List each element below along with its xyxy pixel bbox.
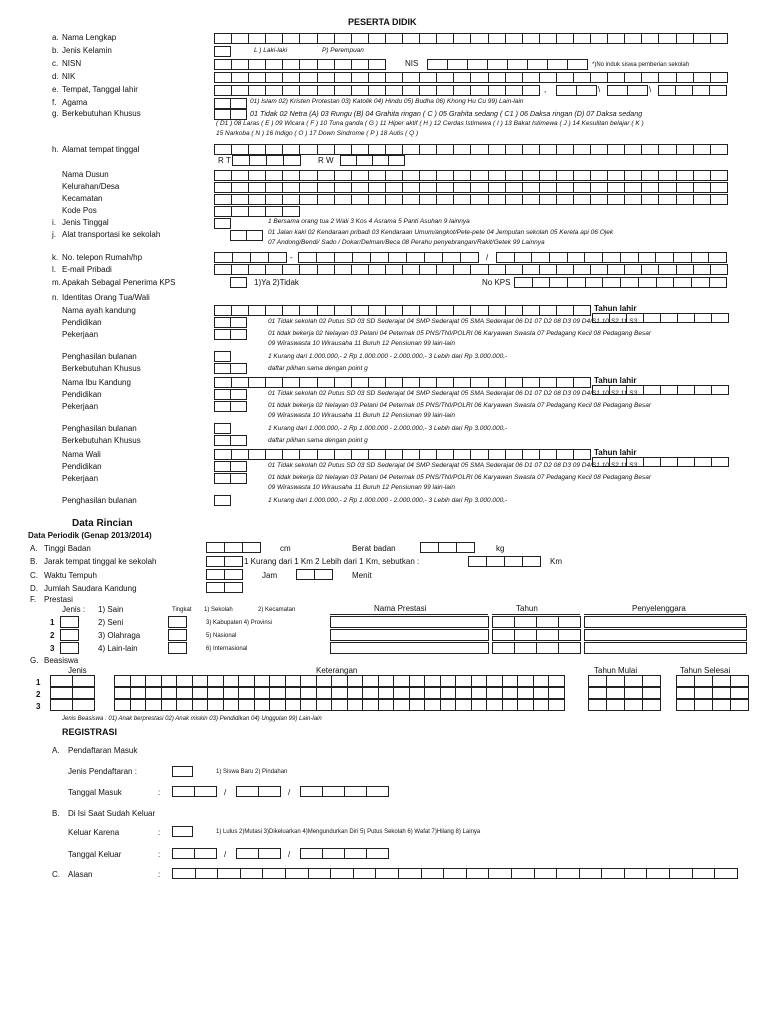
tingkat-option: 2) Kecamatan <box>258 607 296 613</box>
jenis-prestasi-input[interactable] <box>60 616 79 628</box>
kelurahan-label: Kelurahan/Desa <box>62 182 120 191</box>
colon: : <box>158 828 161 837</box>
jenis-option: 1) Sain <box>98 605 124 614</box>
penghasilan-options: 1 Kurang dari 1.000.000,- 2 Rp 1.000.000 - 2.000.000,- 3 Lebih dari Rp 3.000.000,- <box>268 425 508 432</box>
bk-options-line1: 01 Tidak 02 Netra (A) 03 Rungu (B) 04 Grahita ringan ( C ) 05 Grahita sedang ( C1 ) 06 Daksa ringan (D) 07 Daksa sedang <box>250 109 643 118</box>
keterangan-header: Keterangan <box>316 666 358 675</box>
field-letter: d. <box>52 72 59 81</box>
kps-options: 1)Ya 2)Tidak <box>254 278 299 287</box>
colon: : <box>158 788 161 797</box>
jenis-prestasi-input[interactable] <box>60 642 79 654</box>
tanggal-masuk-month[interactable] <box>236 786 281 797</box>
pekerjaan-label: Pekerjaan <box>62 330 99 339</box>
pekerjaan-label: Pekerjaan <box>62 474 99 483</box>
pekerjaan-options-line2: 09 Wiraswasta 10 Wirausaha 11 Buruh 12 Pensiunan 99 lain-lain <box>268 340 455 347</box>
field-letter: k. <box>52 253 59 262</box>
phone-dash: - <box>290 253 293 262</box>
pekerjaan-options-line1: 01 tidak bekerja 02 Nelayan 03 Petani 04 Peternak 05 PNS/TNI/POLRI 06 Karyawan Swasta 07 Pedagang Kecil 08 Pedagang Besar <box>268 330 652 337</box>
pekerjaan-input[interactable] <box>214 401 247 412</box>
telepon-input[interactable] <box>298 252 479 263</box>
field-letter: l. <box>52 265 56 274</box>
field-letter: j. <box>52 230 56 239</box>
field-letter: n. <box>52 293 59 302</box>
tanggal-masuk-label: Tanggal Masuk <box>68 788 122 797</box>
penghasilan-input[interactable] <box>214 423 231 434</box>
kecamatan-label: Kecamatan <box>62 194 103 203</box>
pendidikan-options: 01 Tidak sekolah 02 Putus SD 03 SD Sederajat 04 SMP Sederajat 05 SMA Sederajat 06 D1 07 D2 08 D3 09 D4/S1 10 S2 11 S3 <box>268 318 637 325</box>
bk-options-line3: 15 Narkoba ( N ) 16 Indigo ( O ) 17 Down Sindrome ( P ) 18 Autis ( Q ) <box>216 130 419 137</box>
field-letter: c. <box>52 59 59 68</box>
field-letter: D. <box>30 584 38 593</box>
colon: : <box>158 870 161 879</box>
phone-slash: / <box>486 253 489 262</box>
pendaftaran-masuk-label: Pendaftaran Masuk <box>68 746 138 755</box>
beasiswa-label: Beasiswa <box>44 656 79 665</box>
penghasilan-options: 1 Kurang dari 1.000.000,- 2 Rp 1.000.000 - 2.000.000,- 3 Lebih dari Rp 3.000.000,- <box>268 353 508 360</box>
tahun-input[interactable] <box>658 85 727 96</box>
menit-input[interactable] <box>296 569 333 580</box>
tempat-lahir-input[interactable] <box>214 85 540 96</box>
tahun-prestasi-input[interactable] <box>492 642 581 654</box>
kps-label: Apakah Sebagal Penerima KPS <box>62 278 176 287</box>
nama-wali-label: Nama Wali <box>62 450 101 459</box>
agama-label: Agama <box>62 98 88 107</box>
tanggal-keluar-day[interactable] <box>172 848 217 859</box>
nis-label: NIS <box>405 59 419 68</box>
tahun-selesai-input[interactable] <box>676 699 749 711</box>
comma-separator: , <box>544 85 547 94</box>
jenis-tinggal-options: 1 Bersama orang tua 2 Wali 3 Kos 4 Asrama 5 Panti Asuhan 9 lainnya <box>268 218 470 225</box>
nisn-input[interactable] <box>214 59 386 70</box>
jenis-pendaftaran-input[interactable] <box>172 766 193 777</box>
field-letter: B. <box>52 809 60 818</box>
beasiswa-row-number: 2 <box>36 690 41 699</box>
keterangan-input[interactable] <box>114 699 565 711</box>
tinggi-badan-input[interactable] <box>206 542 261 553</box>
nama-prestasi-header: Nama Prestasi <box>374 604 427 613</box>
pekerjaan-options-line1: 01 tidak bekerja 02 Nelayan 03 Petani 04 Peternak 05 PNS/TNI/POLRI 06 Karyawan Swasta 07 Pedagang Kecil 08 Pedagang Besar <box>268 474 652 481</box>
field-letter: A. <box>30 544 38 553</box>
rt-label: R T <box>218 156 231 165</box>
keluar-section-label: Di Isi Saat Sudah Keluar <box>68 809 156 818</box>
date-slash: / <box>288 788 291 797</box>
berkebutuhan-khusus-input[interactable] <box>214 109 247 120</box>
kode-pos-label: Kode Pos <box>62 206 97 215</box>
prestasi-jenis-label: Jenis : <box>62 605 86 614</box>
field-letter: a. <box>52 33 59 42</box>
nama-prestasi-input[interactable] <box>330 642 489 654</box>
tingkat-input[interactable] <box>168 642 187 654</box>
beasiswa-jenis-header: Jenis <box>68 666 87 675</box>
jam-unit: Jam <box>262 571 278 580</box>
field-letter: g. <box>52 109 59 118</box>
field-letter: C. <box>52 870 60 879</box>
transportasi-options-line2: 07 Andong/Bendi/ Sado / Dokar/Delman/Beca 08 Perahu penyebrangan/Rakit/Getek 99 Lainnya <box>268 239 545 246</box>
jenis-beasiswa-input[interactable] <box>50 699 95 711</box>
jenis-beasiswa-input[interactable] <box>50 687 95 699</box>
pekerjaan-label: Pekerjaan <box>62 402 99 411</box>
field-letter: i. <box>52 218 56 227</box>
keluar-karena-options: 1) Lulus 2)Mutasi 3)Dikeluarkan 4)Mengundurkan Diri 5) Putus Sekolah 6) Wafat 7)Hilang 8) Lainya <box>216 829 481 835</box>
jenis-kelamin-input[interactable] <box>214 46 231 57</box>
telepon-label: No. telepon Rumah/hp <box>62 253 143 262</box>
tingkat-input[interactable] <box>168 616 187 628</box>
jenis-option: 2) Seni <box>98 618 124 627</box>
nik-label: NIK <box>62 72 76 81</box>
tahun-mulai-input[interactable] <box>588 687 661 699</box>
beasiswa-row-number: 1 <box>36 678 41 687</box>
email-input[interactable] <box>214 264 728 275</box>
jarak-option-input[interactable] <box>206 556 243 567</box>
keterangan-input[interactable] <box>114 687 565 699</box>
jenis-beasiswa-input[interactable] <box>50 675 95 687</box>
tahun-lahir-label: Tahun lahir <box>594 448 637 457</box>
tanggal-input[interactable] <box>556 85 597 96</box>
registrasi-title: REGISTRASI <box>62 727 118 737</box>
pendidikan-input[interactable] <box>214 317 247 328</box>
field-letter: B. <box>30 557 38 566</box>
agama-input[interactable] <box>214 98 247 109</box>
jenis-pendaftaran-options: 1) Siswa Baru 2) Pindahan <box>216 769 288 775</box>
kecamatan-input[interactable] <box>214 194 728 205</box>
field-letter: F. <box>30 595 37 604</box>
tanggal-keluar-year[interactable] <box>300 848 389 859</box>
bk-options: daftar pilihan sama dengan point g <box>268 365 368 372</box>
berat-badan-label: Berat badan <box>352 544 396 553</box>
nama-lengkap-input[interactable] <box>214 33 728 44</box>
nisn-label: NISN <box>62 59 82 68</box>
agama-options: 01) Islam 02) Kristen Protestan 03) Katolik 04) Hindu 05) Budha 06) Khong Hu Cu 99) Lain-lain <box>250 98 524 105</box>
kps-input[interactable] <box>230 277 247 288</box>
tanggal-masuk-year[interactable] <box>300 786 389 797</box>
pekerjaan-input[interactable] <box>214 473 247 484</box>
tanggal-masuk-day[interactable] <box>172 786 217 797</box>
nama-lengkap-label: Nama Lengkap <box>62 33 117 42</box>
date-separator: \ <box>598 85 601 94</box>
jam-input[interactable] <box>206 569 243 580</box>
beasiswa-row-number: 3 <box>36 702 41 711</box>
saudara-input[interactable] <box>206 582 243 593</box>
option-laki-laki: L ) Laki-laki <box>254 47 288 54</box>
berkebutuhan-khusus-input[interactable] <box>214 363 247 374</box>
pendidikan-label: Pendidikan <box>62 390 102 399</box>
field-letter: b. <box>52 46 59 55</box>
rw-input[interactable] <box>340 155 405 166</box>
penyelenggara-input[interactable] <box>584 616 747 628</box>
penghasilan-label: Penghasilan bulanan <box>62 496 137 505</box>
rw-label: R W <box>318 156 334 165</box>
tahun-mulai-header: Tahun Mulai <box>594 666 638 675</box>
tahun-lahir-label: Tahun lahir <box>594 376 637 385</box>
tanggal-keluar-month[interactable] <box>236 848 281 859</box>
tahun-prestasi-input[interactable] <box>492 616 581 628</box>
transportasi-input[interactable] <box>230 230 263 241</box>
penyelenggara-input[interactable] <box>584 642 747 654</box>
prestasi-label: Prestasi <box>44 595 73 604</box>
pekerjaan-input[interactable] <box>214 329 247 340</box>
nis-input[interactable] <box>427 59 588 70</box>
kode-pos-input[interactable] <box>214 206 300 217</box>
nama-dusun-input[interactable] <box>214 170 728 181</box>
penghasilan-input[interactable] <box>214 351 231 362</box>
tanggal-keluar-label: Tanggal Keluar <box>68 850 122 859</box>
tempat-tanggal-lahir-label: Tempat, Tanggal lahir <box>62 85 138 94</box>
pendidikan-options: 01 Tidak sekolah 02 Putus SD 03 SD Sederajat 04 SMP Sederajat 05 SMA Sederajat 06 D1 07 D2 08 D3 09 D4/S1 10 S2 11 S3 <box>268 390 637 397</box>
tinggi-badan-label: Tinggi Badan <box>44 544 91 553</box>
alamat-input[interactable] <box>214 144 728 155</box>
date-separator: \ <box>649 85 652 94</box>
hp-input[interactable] <box>496 252 727 263</box>
kode-area-input[interactable] <box>214 252 287 263</box>
pekerjaan-options-line1: 01 tidak bekerja 02 Nelayan 03 Petani 04 Peternak 05 PNS/TNI/POLRI 06 Karyawan Swasta 07 Pedagang Kecil 08 Pedagang Besar <box>268 402 652 409</box>
kelurahan-input[interactable] <box>214 182 728 193</box>
alamat-label: Alamat tempat tinggal <box>62 145 140 154</box>
pekerjaan-options-line2: 09 Wiraswasta 10 Wirausaha 11 Buruh 12 Pensiunan 99 lain-lain <box>268 484 455 491</box>
penyelenggara-input[interactable] <box>584 629 747 641</box>
tingkat-option: 1) Sekolah <box>204 607 233 613</box>
field-letter: f. <box>52 98 57 107</box>
berkebutuhan-khusus-label: Berkebutuhan Khusus <box>62 436 141 445</box>
saudara-label: Jumlah Saudara Kandung <box>44 584 137 593</box>
penghasilan-label: Penghasilan bulanan <box>62 424 137 433</box>
date-slash: / <box>288 850 291 859</box>
field-letter: m. <box>52 278 61 287</box>
transportasi-label: Alat transportasi ke sekolah <box>62 230 161 239</box>
berkebutuhan-khusus-label: Berkebutuhan Khusus <box>62 109 141 118</box>
nama-prestasi-input[interactable] <box>330 629 489 641</box>
page-title: PESERTA DIDIK <box>348 17 417 27</box>
tahun-header: Tahun <box>516 604 538 613</box>
nama-ayah-input[interactable] <box>214 305 591 316</box>
pendidikan-options: 01 Tidak sekolah 02 Putus SD 03 SD Sederajat 04 SMP Sederajat 05 SMA Sederajat 06 D1 07 D2 08 D3 09 D4/S1 10 S2 11 S3 <box>268 462 637 469</box>
tingkat-option: 5) Nasional <box>206 633 237 639</box>
field-letter: G. <box>30 656 39 665</box>
transportasi-options-line1: 01 Jalan kaki 02 Kendaraan pribadi 03 Kendaraan Umum/angkot/Pete-pete 04 Jemputan sekolah 05 Kereta api 06 Ojek <box>268 229 614 236</box>
keluar-karena-input[interactable] <box>172 826 193 837</box>
jarak-options: 1 Kurang dari 1 Km 2 Lebih dari 1 Km, sebutkan : <box>244 557 420 566</box>
penghasilan-input[interactable] <box>214 495 231 506</box>
date-slash: / <box>224 850 227 859</box>
penyelenggara-header: Penyelenggara <box>632 604 686 613</box>
bk-options-line2: ( D1 ) 08 Laras ( E ) 09 Wicara ( F ) 10 Tuna ganda ( G ) 11 Hiper aktif ( H ) 12 Cerdas Istimewa ( I ) 13 Bakat Istimewa ( J ) 14 Kesulitan belajar ( K ) <box>216 120 644 127</box>
penghasilan-label: Penghasilan bulanan <box>62 352 137 361</box>
tahun-lahir-label: Tahun lahir <box>594 304 637 313</box>
nama-ibu-input[interactable] <box>214 377 591 388</box>
pendidikan-label: Pendidikan <box>62 318 102 327</box>
tingkat-option: 3) Kabupaten 4) Provinsi <box>206 620 273 626</box>
field-letter: h. <box>52 145 59 154</box>
tingkat-option: 6) Internasional <box>206 646 248 652</box>
field-letter: C. <box>30 571 38 580</box>
date-slash: / <box>224 788 227 797</box>
option-perempuan: P) Perempuan <box>322 47 364 54</box>
pendidikan-input[interactable] <box>214 461 247 472</box>
no-kps-label: No KPS <box>482 278 511 287</box>
nama-prestasi-input[interactable] <box>330 616 489 628</box>
jenis-prestasi-input[interactable] <box>60 629 79 641</box>
rincian-title: Data Rincian <box>72 518 133 529</box>
penghasilan-options: 1 Kurang dari 1.000.000,- 2 Rp 1.000.000 - 2.000.000,- 3 Lebih dari Rp 3.000.000,- <box>268 497 508 504</box>
cm-unit: cm <box>280 544 291 553</box>
berkebutuhan-khusus-label: Berkebutuhan Khusus <box>62 364 141 373</box>
bk-options: daftar pilihan sama dengan point g <box>268 437 368 444</box>
tahun-prestasi-input[interactable] <box>492 629 581 641</box>
orang-tua-label: Identitas Orang Tua/Wali <box>62 293 150 302</box>
waktu-tempuh-label: Waktu Tempuh <box>44 571 97 580</box>
tahun-selesai-header: Tahun Selesai <box>680 666 731 675</box>
nis-note: *)No induk siswa pemberian sekolah <box>592 62 690 68</box>
jenis-pendaftaran-label: Jenis Pendaftaran : <box>68 767 137 776</box>
alasan-label: Alasan <box>68 870 93 879</box>
tahun-selesai-input[interactable] <box>676 687 749 699</box>
field-letter: e. <box>52 85 59 94</box>
pendidikan-input[interactable] <box>214 389 247 400</box>
bulan-input[interactable] <box>607 85 648 96</box>
nama-ibu-label: Nama Ibu Kandung <box>62 378 131 387</box>
nama-wali-input[interactable] <box>214 449 591 460</box>
prestasi-row-number: 1 <box>50 618 55 627</box>
jenis-tinggal-label: Jenis Tinggal <box>62 218 109 227</box>
berkebutuhan-khusus-input[interactable] <box>214 435 247 446</box>
berat-badan-input[interactable] <box>420 542 475 553</box>
jenis-kelamin-label: Jenis Kelamin <box>62 46 112 55</box>
tingkat-input[interactable] <box>168 629 187 641</box>
rincian-subtitle: Data Periodik (Genap 2013/2014) <box>28 531 152 540</box>
alasan-input[interactable] <box>172 868 738 879</box>
nama-dusun-label: Nama Dusun <box>62 170 109 179</box>
rt-input[interactable] <box>232 155 301 166</box>
tahun-selesai-input[interactable] <box>676 675 749 687</box>
nama-ayah-label: Nama ayah kandung <box>62 306 136 315</box>
field-letter: A. <box>52 746 60 755</box>
prestasi-row-number: 3 <box>50 644 55 653</box>
jenis-tinggal-input[interactable] <box>214 218 231 229</box>
pendidikan-label: Pendidikan <box>62 462 102 471</box>
jenis-option: 3) Olahraga <box>98 631 141 640</box>
pekerjaan-options-line2: 09 Wiraswasta 10 Wirausaha 11 Buruh 12 Pensiunan 99 lain-lain <box>268 412 455 419</box>
beasiswa-note: Jenis Beasiswa : 01) Anak berprestasi 02) Anak miskin 03) Pendidikan 04) Unggulan 99) Lain-lain <box>62 716 322 722</box>
nik-input[interactable] <box>214 72 728 83</box>
tahun-mulai-input[interactable] <box>588 699 661 711</box>
prestasi-row-number: 2 <box>50 631 55 640</box>
tahun-mulai-input[interactable] <box>588 675 661 687</box>
jenis-option: 4) Lain-lain <box>98 644 138 653</box>
no-kps-input[interactable] <box>514 277 727 288</box>
keterangan-input[interactable] <box>114 675 565 687</box>
jarak-label: Jarak tempat tinggal ke sekolah <box>44 557 157 566</box>
keluar-karena-label: Keluar Karena <box>68 828 120 837</box>
tingkat-label: Tingkat <box>172 607 192 613</box>
menit-unit: Menit <box>352 571 372 580</box>
jarak-km-input[interactable] <box>468 556 541 567</box>
km-unit: Km <box>550 557 562 566</box>
email-label: E-mail Pribadi <box>62 265 112 274</box>
colon: : <box>158 850 161 859</box>
kg-unit: kg <box>496 544 505 553</box>
